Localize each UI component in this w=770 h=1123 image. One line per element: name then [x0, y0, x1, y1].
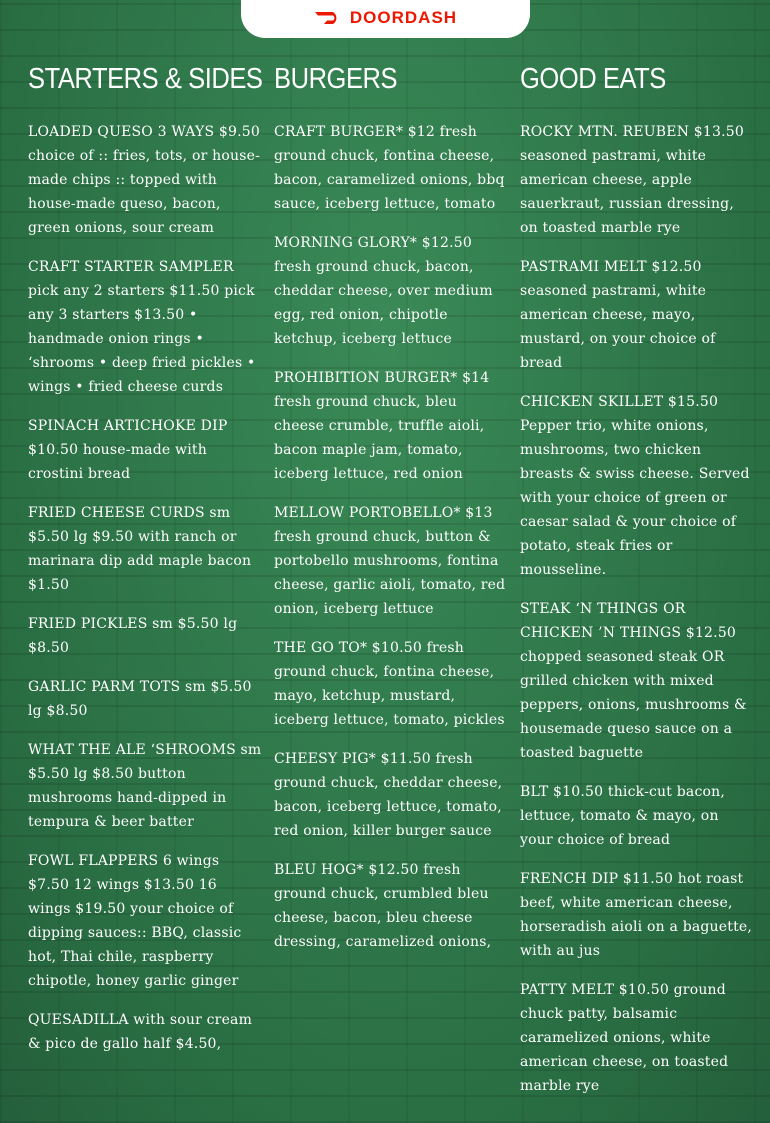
menu-item: PATTY MELT $10.50 ground chuck patty, balsamic caramelized onions, white american cheese, on toasted marble rye — [520, 982, 729, 1094]
doordash-icon — [314, 10, 344, 26]
starters-sides-column — [28, 58, 264, 1071]
menu-item: CRAFT STARTER SAMPLER pick any 2 starters $11.50 pick any 3 starters $13.50 • handmade onion rings • ‘shrooms • deep fried pickles • wings • fried cheese curds — [28, 259, 256, 395]
menu-item: THE GO TO* $10.50 fresh ground chuck, fontina cheese, mayo, ketchup, mustard, iceberg lettuce, tomato, pickles — [274, 640, 505, 728]
column-title-good-eats: GOOD EATS — [520, 63, 666, 95]
menu-item: SPINACH ARTICHOKE DIP $10.50 house-made with crostini bread — [28, 418, 228, 482]
menu-item: CHEESY PIG* $11.50 fresh ground chuck, cheddar cheese, bacon, iceberg lettuce, tomato, red onion, killer burger sauce — [274, 751, 503, 839]
menu-item: BLEU HOG* $12.50 fresh ground chuck, crumbled bleu cheese, bacon, bleu cheese dressing, caramelized onions, — [274, 862, 492, 950]
menu-item: FOWL FLAPPERS 6 wings $7.50 12 wings $13.50 16 wings $19.50 your choice of dipping sauces:: BBQ, classic hot, Thai chile, raspberry chipotle, honey garlic ginger — [28, 853, 242, 989]
menu-item: BLT $10.50 thick-cut bacon, lettuce, tomato & mayo, on your choice of bread — [520, 784, 725, 848]
menu-item: FRIED CHEESE CURDS sm $5.50 lg $9.50 with ranch or marinara dip add maple bacon $1.50 — [28, 505, 252, 593]
menu-item: FRENCH DIP $11.50 hot roast beef, white american cheese, horseradish aioli on a baguette, with au jus — [520, 871, 753, 959]
menu-item: WHAT THE ALE ‘SHROOMS sm $5.50 lg $8.50 button mushrooms hand-dipped in tempura & beer batter — [28, 742, 262, 830]
menu-item: ROCKY MTN. REUBEN $13.50 seasoned pastrami, white american cheese, apple sauerkraut, russian dressing, on toasted marble rye — [520, 124, 744, 236]
menu-item: GARLIC PARM TOTS sm $5.50 lg $8.50 — [28, 679, 252, 719]
doordash-wordmark: DOORDASH — [349, 8, 458, 27]
doordash-logo — [314, 8, 457, 28]
menu-item: CHICKEN SKILLET $15.50 Pepper trio, white onions, mushrooms, two chicken breasts & swiss cheese. Served with your choice of green or caesar salad & your choice of potato, steak fries or mousseline. — [520, 394, 750, 578]
doordash-order-button[interactable] — [241, 0, 530, 38]
menu-item: MELLOW PORTOBELLO* $13 fresh ground chuck, button & portobello mushrooms, fontina cheese, garlic aioli, tomato, red onion, iceberg lettuce — [274, 505, 506, 617]
menu-item: CRAFT BURGER* $12 fresh ground chuck, fontina cheese, bacon, caramelized onions, bbq sauce, iceberg lettuce, tomato — [274, 124, 505, 212]
menu-item: LOADED QUESO 3 WAYS $9.50 choice of :: fries, tots, or house-made chips :: topped with house-made queso, bacon, green onions, sour cream — [28, 124, 261, 236]
column-title-starters: STARTERS & SIDES — [28, 63, 263, 95]
menu-item: QUESADILLA with sour cream & pico de gallo half $4.50, — [28, 1012, 253, 1052]
menu-item: PASTRAMI MELT $12.50 seasoned pastrami, white american cheese, mayo, mustard, on your choice of bread — [520, 259, 716, 371]
good-eats-column — [520, 58, 756, 1113]
menu-item: STEAK ‘N THINGS OR CHICKEN ’N THINGS $12.50 chopped seasoned steak OR grilled chicken with mixed peppers, onions, mushrooms & housemade queso sauce on a toasted baguette — [520, 601, 747, 761]
burgers-column — [274, 58, 510, 969]
menu-item: PROHIBITION BURGER* $14 fresh ground chuck, bleu cheese crumble, truffle aioli, bacon maple jam, tomato, iceberg lettuce, red onion — [274, 370, 490, 482]
menu-item: MORNING GLORY* $12.50 fresh ground chuck, bacon, cheddar cheese, over medium egg, red onion, chipotle ketchup, iceberg lettuce — [274, 235, 493, 347]
menu-item: FRIED PICKLES sm $5.50 lg $8.50 — [28, 616, 238, 656]
column-title-burgers: BURGERS — [274, 63, 398, 95]
